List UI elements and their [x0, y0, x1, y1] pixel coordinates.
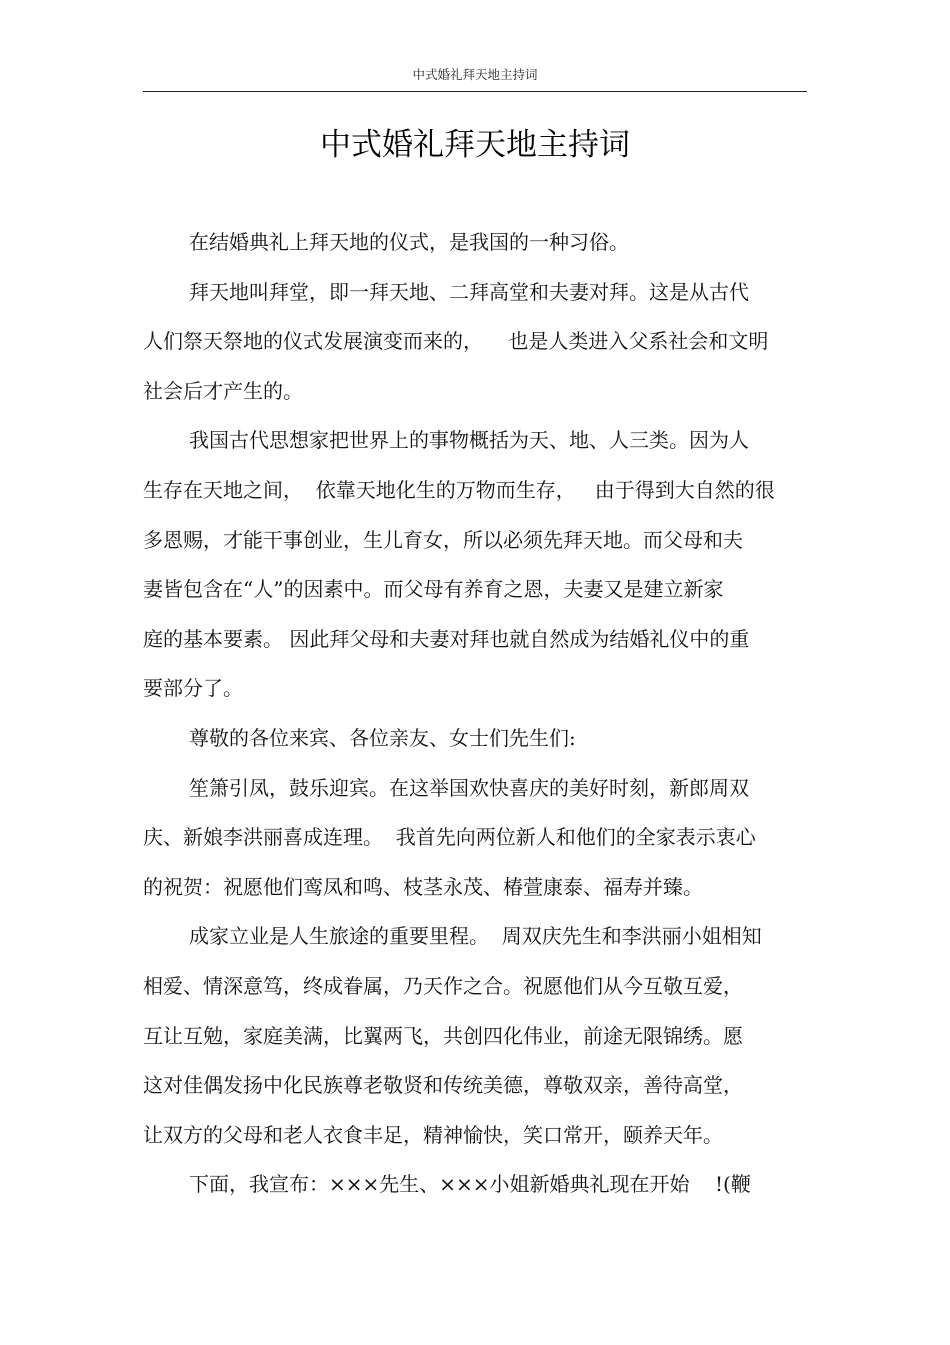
text-line: 在结婚典礼上拜天地的仪式，是我国的一种习俗。	[189, 230, 629, 254]
document-body	[143, 218, 807, 1210]
text-line: 庭的基本要素。 因此拜父母和夫妻对拜也就自然成为结婚礼仪中的重	[143, 626, 750, 651]
text-line: 庆、新娘李洪丽喜成连理。 我首先向两位新人和他们的全家表示衷心	[143, 825, 756, 850]
text-line: 拜天地叫拜堂，即一拜天地、二拜高堂和夫妻对拜。这是从古代	[189, 279, 749, 304]
text-line: 的祝贺：祝愿他们鸾凤和鸣、枝茎永茂、椿萱康泰、福寿并臻。	[143, 874, 703, 899]
text-line: 人们祭天祭地的仪式发展演变而来的， 也是人类进入父系社会和文明	[143, 329, 769, 354]
text-line: 相爱、情深意笃，终成眷属，乃天作之合。祝愿他们从今互敬互爱，	[143, 973, 743, 998]
running-header: 中式婚礼拜天地主持词	[412, 67, 538, 82]
header-divider	[143, 91, 807, 92]
text-line: 笙箫引凤，鼓乐迎宾。在这举国欢快喜庆的美好时刻，新郎周双	[189, 775, 749, 800]
text-line: 这对佳偶发扬中化民族尊老敬贤和传统美德，尊敬双亲，善待高堂，	[143, 1073, 743, 1098]
text-line: 我国古代思想家把世界上的事物概括为天、地、人三类。因为人	[189, 428, 749, 453]
text-line: 让双方的父母和老人衣食丰足，精神愉快，笑口常开，颐养天年。	[143, 1122, 723, 1147]
document-title: 中式婚礼拜天地主持词	[320, 127, 630, 163]
text-line: 互让互勉，家庭美满，比翼两飞，共创四化伟业，前途无限锦绣。愿	[143, 1023, 743, 1048]
text-line: 生存在天地之间， 依靠天地化生的万物而生存， 由于得到大自然的很	[143, 477, 775, 502]
text-line: 下面，我宣布：×××先生、×××小姐新婚典礼现在开始 !(鞭	[189, 1172, 751, 1197]
text-line: 多恩赐，才能干事创业，生儿育女，所以必须先拜天地。而父母和夫	[143, 527, 743, 552]
text-line: 要部分了。	[143, 676, 243, 701]
text-line: 尊敬的各位来宾、各位亲友、女士们先生们:	[189, 725, 576, 750]
text-line: 社会后才产生的。	[143, 378, 303, 403]
text-line: 成家立业是人生旅途的重要里程。 周双庆先生和李洪丽小姐相知	[189, 924, 762, 949]
text-line: 妻皆包含在“人”的因素中。而父母有养育之恩，夫妻又是建立新家	[143, 577, 724, 602]
